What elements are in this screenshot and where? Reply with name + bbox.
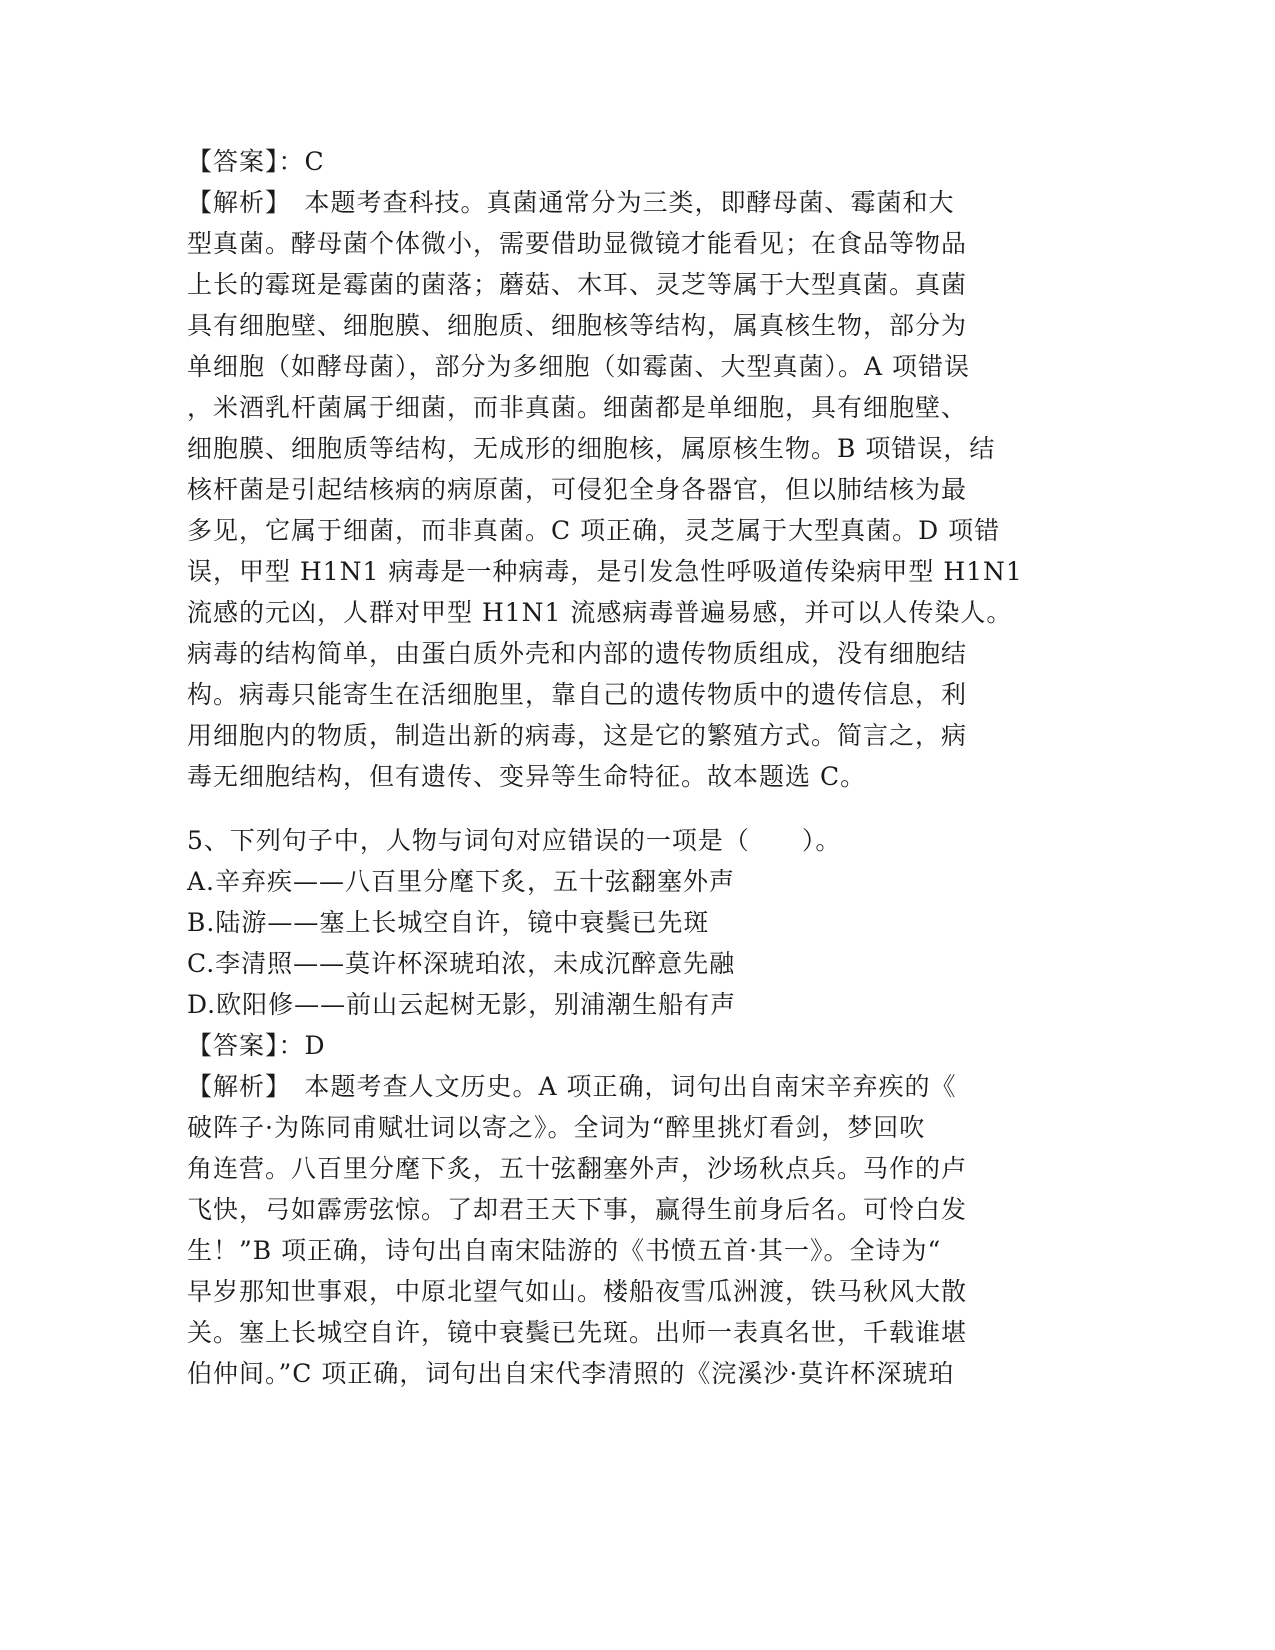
explanation-line: 误，甲型 H1N1 病毒是一种病毒，是引发急性呼吸道传染病甲型 H1N1 — [187, 557, 1023, 586]
explanation-line: 型真菌。酵母菌个体微小，需要借助显微镜才能看见；在食品等物品 — [187, 229, 968, 258]
option-a: A.辛弃疾——八百里分麾下炙，五十弦翻塞外声 — [187, 867, 736, 896]
explanation-line: 核杆菌是引起结核病的病原菌，可侵犯全身各器官，但以肺结核为最 — [187, 475, 968, 504]
explanation-line: 破阵子·为陈同甫赋壮词以寄之》。全词为“醉里挑灯看剑，梦回吹 — [187, 1113, 926, 1142]
answer-line: 【答案】：D — [187, 1031, 326, 1060]
explanation-line: 早岁那知世事艰，中原北望气如山。楼船夜雪瓜洲渡，铁马秋风大散 — [187, 1277, 968, 1306]
explanation-line: 生！”B 项正确，诗句出自南宋陆游的《书愤五首·其一》。全诗为“ — [187, 1236, 942, 1265]
explanation-line: 具有细胞壁、细胞膜、细胞质、细胞核等结构，属真核生物，部分为 — [187, 311, 968, 340]
explanation-line: 流感的元凶，人群对甲型 H1N1 流感病毒普遍易感，并可以人传染人。 — [187, 598, 1013, 627]
option-b: B.陆游——塞上长城空自许，镜中衰鬓已先斑 — [187, 908, 710, 937]
explanation-line: 飞快，弓如霹雳弦惊。了却君王天下事，赢得生前身后名。可怜白发 — [187, 1195, 968, 1224]
explanation-line: 关。塞上长城空自许，镜中衰鬓已先斑。出师一表真名世，千载谁堪 — [187, 1318, 968, 1347]
explanation-line: 单细胞（如酵母菌），部分为多细胞（如霉菌、大型真菌）。A 项错误 — [187, 352, 971, 381]
explanation-line: 角连营。八百里分麾下炙，五十弦翻塞外声，沙场秋点兵。马作的卢 — [187, 1154, 968, 1183]
explanation-line: 构。病毒只能寄生在活细胞里，靠自己的遗传物质中的遗传信息，利 — [187, 680, 968, 709]
option-c: C.李清照——莫许杯深琥珀浓，未成沉醉意先融 — [187, 949, 736, 978]
explanation-line: 上长的霉斑是霉菌的菌落；蘑菇、木耳、灵芝等属于大型真菌。真菌 — [187, 270, 968, 299]
explanation-line: 病毒的结构简单，由蛋白质外壳和内部的遗传物质组成，没有细胞结 — [187, 639, 968, 668]
explanation-line: 用细胞内的物质，制造出新的病毒，这是它的繁殖方式。简言之，病 — [187, 721, 968, 750]
explanation-line: 多见，它属于细菌，而非真菌。C 项正确，灵芝属于大型真菌。D 项错 — [187, 516, 1001, 545]
explanation-line: 毒无细胞结构，但有遗传、变异等生命特征。故本题选 C。 — [187, 762, 867, 791]
option-d: D.欧阳修——前山云起树无影，别浦潮生船有声 — [187, 990, 737, 1019]
explanation-line: 【解析】 本题考查科技。真菌通常分为三类，即酵母菌、霉菌和大 — [187, 188, 955, 217]
explanation-line: 伯仲间。”C 项正确，词句出自宋代李清照的《浣溪沙·莫许杯深琥珀 — [187, 1359, 955, 1388]
explanation-line: 细胞膜、细胞质等结构，无成形的细胞核，属原核生物。B 项错误，结 — [187, 434, 996, 463]
answer-line: 【答案】：C — [187, 147, 325, 176]
explanation-line: 【解析】 本题考查人文历史。A 项正确，词句出自南宋辛弃疾的《 — [187, 1072, 957, 1101]
explanation-line: ，米酒乳杆菌属于细菌，而非真菌。细菌都是单细胞，具有细胞壁、 — [187, 393, 968, 422]
question-stem: 5、下列句子中，人物与词句对应错误的一项是（ ）。 — [187, 826, 842, 855]
